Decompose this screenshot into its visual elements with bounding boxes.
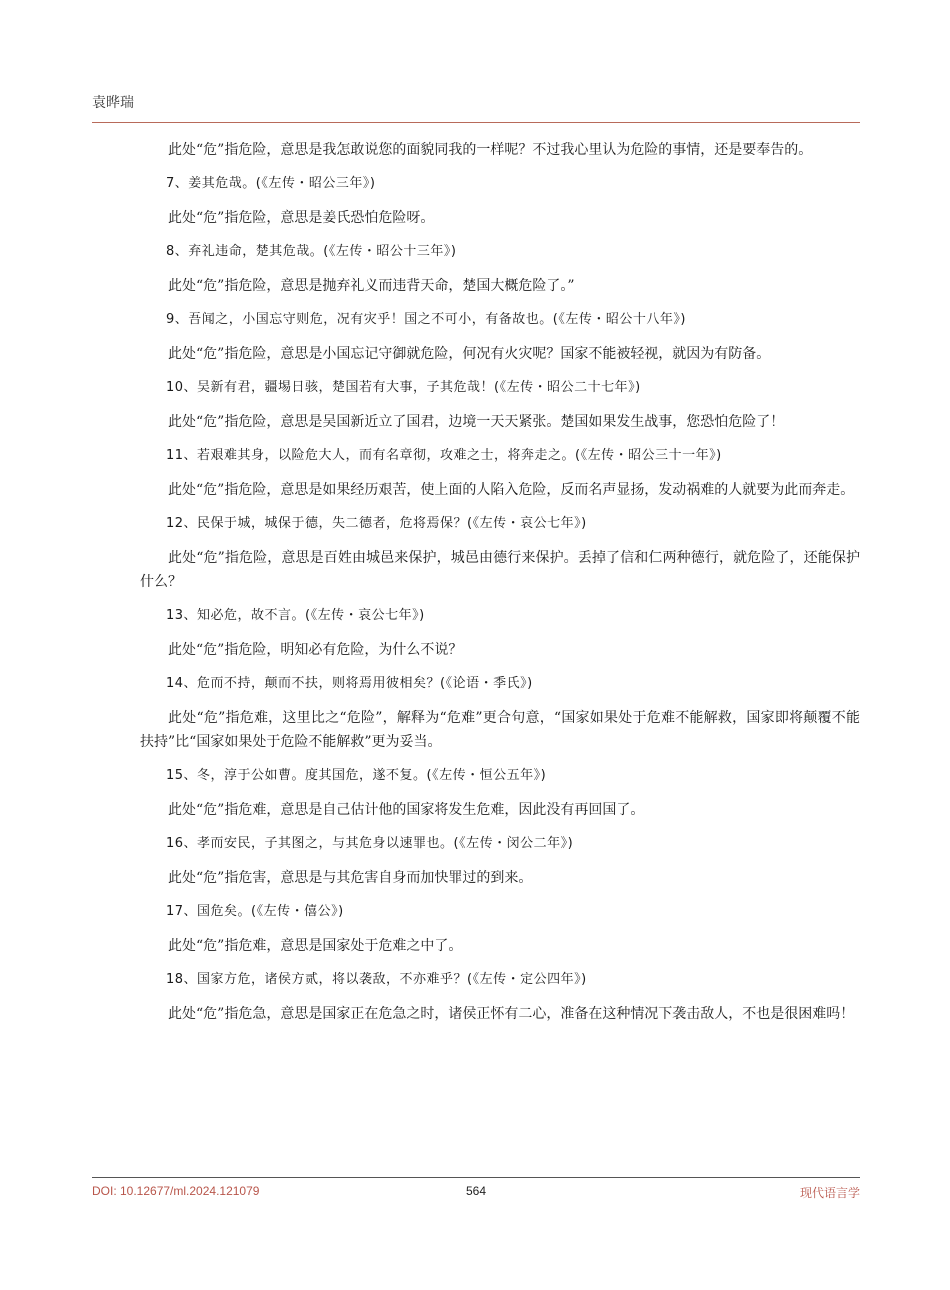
- header-author: 袁晔瑞: [92, 95, 134, 111]
- example-quote: 8、弃礼违命，楚其危哉。(《左传・昭公十三年》): [166, 244, 457, 259]
- article-body: [140, 138, 860, 1036]
- doi-link[interactable]: DOI: 10.12677/ml.2024.121079: [92, 1184, 260, 1198]
- header-divider: [92, 122, 860, 123]
- example-quote: 9、吾闻之，小国忘守则危，况有灾乎！国之不可小，有备故也。(《左传・昭公十八年》): [166, 312, 686, 327]
- page-number: 564: [465, 1184, 487, 1198]
- example-quote: 14、危而不持，颠而不扶，则将焉用彼相矣？(《论语・季氏》): [166, 676, 533, 691]
- footer-divider: [92, 1177, 860, 1178]
- paragraph: 此处“危”指危险，意思是我怎敢说您的面貌同我的一样呢？不过我心里认为危险的事情，还是要奉告的。: [168, 142, 813, 158]
- journal-name[interactable]: 现代语言学: [799, 1186, 860, 1200]
- page-footer: [92, 1184, 860, 1204]
- paragraph: 此处“危”指危险，意思是百姓由城邑来保护，城邑由德行来保护。丢掉了信和仁两种德行，就危险了，还能保护什么？: [140, 550, 860, 590]
- example-quote: 11、若艰难其身，以险危大人，而有名章彻，攻难之士，将奔走之。(《左传・昭公三十一年》): [166, 448, 722, 463]
- example-quote: 10、吴新有君，疆埸日骇，楚国若有大事，子其危哉！(《左传・昭公二十七年》): [166, 380, 641, 395]
- example-quote: 13、知必危，故不言。(《左传・哀公七年》): [166, 608, 425, 623]
- paragraph: 此处“危”指危险，意思是抛弃礼义而违背天命，楚国大概危险了。”: [168, 278, 575, 294]
- example-quote: 15、冬，淳于公如曹。度其国危，遂不复。(《左传・恒公五年》): [166, 768, 547, 783]
- paragraph: 此处“危”指危难，这里比之“危险”，解释为“危难”更合句意，“国家如果处于危难不能解救，国家即将颠覆不能扶持”比“国家如果处于危险不能解救”更为妥当。: [140, 710, 860, 750]
- paragraph: 此处“危”指危难，意思是国家处于危难之中了。: [168, 938, 463, 954]
- example-quote: 12、民保于城，城保于德，失二德者，危将焉保？(《左传・哀公七年》): [166, 516, 587, 531]
- paragraph: 此处“危”指危险，意思是姜氏恐怕危险呀。: [168, 210, 435, 226]
- paragraph: 此处“危”指危险，意思是吴国新近立了国君，边境一天天紧张。楚国如果发生战事，您恐怕危险了！: [168, 414, 785, 430]
- paragraph: 此处“危”指危害，意思是与其危害自身而加快罪过的到来。: [168, 870, 533, 886]
- example-quote: 16、孝而安民，子其图之，与其危身以速罪也。(《左传・闵公二年》): [166, 836, 574, 851]
- paragraph: 此处“危”指危急，意思是国家正在危急之时，诸侯正怀有二心，准备在这种情况下袭击敌人，不也是很困难吗！: [168, 1006, 855, 1022]
- paragraph: 此处“危”指危险，明知必有危险，为什么不说？: [168, 642, 463, 658]
- example-quote: 18、国家方危，诸侯方贰，将以袭敌，不亦难乎？(《左传・定公四年》): [166, 972, 587, 987]
- paragraph: 此处“危”指危险，意思是如果经历艰苦，使上面的人陷入危险，反而名声显扬，发动祸难的人就要为此而奔走。: [168, 482, 855, 498]
- paragraph: 此处“危”指危险，意思是小国忘记守御就危险，何况有火灾呢？国家不能被轻视，就因为有防备。: [168, 346, 771, 362]
- example-quote: 17、国危矣。(《左传・僖公》): [166, 904, 344, 919]
- paragraph: 此处“危”指危难，意思是自己估计他的国家将发生危难，因此没有再回国了。: [168, 802, 645, 818]
- example-quote: 7、姜其危哉。(《左传・昭公三年》): [166, 176, 376, 191]
